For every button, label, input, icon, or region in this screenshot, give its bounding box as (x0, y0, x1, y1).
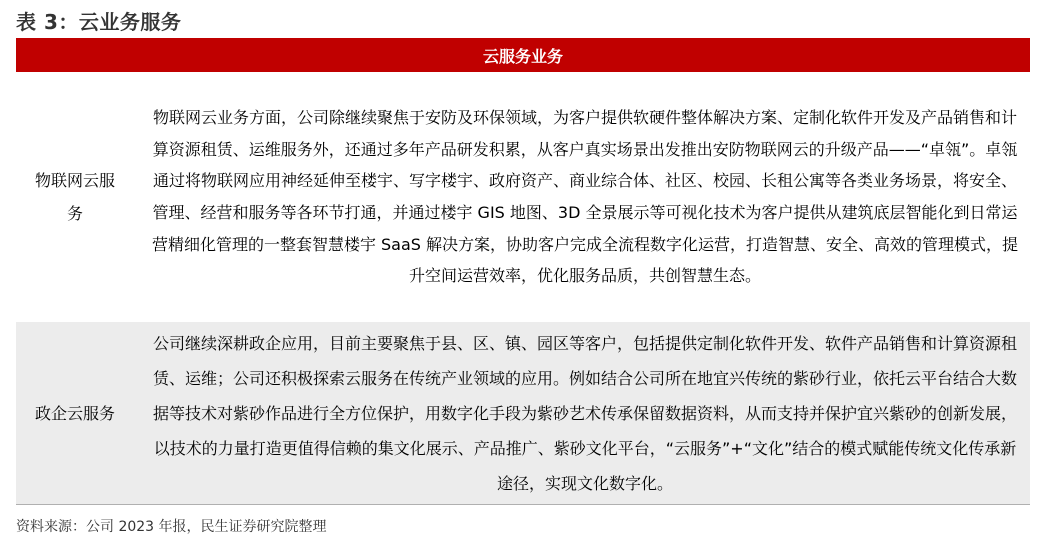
row-content-text: 公司继续深耕政企应用，目前主要聚焦于县、区、镇、园区等客户，包括提供定制化软件开发、软件产品销售和计算资源租赁、运维；公司还积极探索云服务在传统产业领域的应用。例如结合公司所在地宜兴传统的紫砂行业，依托云平台结合大数据等技术对紫砂作品进行全方位保护，用数字化手段为紫砂艺术传承保留数据资料，从而支持并保护宜兴紫砂的创新发展，以技术的力量打造更值得信赖的集文化展示、产品推广、紫砂文化平台，“云服务”+“文化”结合的模式赋能传统文化传承新途径，实现文化数字化。 (152, 333, 1017, 493)
row-label-gov-enterprise-cloud (16, 322, 134, 504)
row-label-iot-cloud (16, 72, 134, 322)
row-content-text: 物联网云业务方面，公司除继续聚焦于安防及环保领域，为客户提供软硬件整体解决方案、定制化软件开发及产品销售和计算资源租赁、运维服务外，还通过多年产品研发积累，从客户真实场景出发推出安防物联网云的升级产品——“卓瓴”。卓瓴通过将物联网应用神经延伸至楼宇、写字楼宇、政府资产、商业综合体、社区、校园、长租公寓等各类业务场景，将安全、管理、经营和服务等各环节打通，并通过楼宇 GIS 地图、3D 全景展示等可视化技术为客户提供从建筑底层智能化到日常运营精细化管理的一整套智慧楼宇 SaaS 解决方案，协助客户完成全流程数字化运营，打造智慧、安全、高效的管理模式，提升空间运营效率，优化服务品质，共创智慧生态。 (151, 108, 1019, 286)
table-row (16, 322, 1030, 504)
table-caption: 表 3：云业务服务 (16, 10, 182, 34)
row-label-text: 物联网云服务 (35, 171, 116, 223)
cloud-services-table (16, 38, 1030, 505)
row-content-iot-cloud (134, 72, 1030, 322)
row-label-text: 政企云服务 (35, 403, 116, 423)
row-content-gov-enterprise-cloud (134, 322, 1030, 504)
table-header: 云服务业务 (16, 38, 1030, 72)
source-note: 资料来源：公司 2023 年报，民生证券研究院整理 (16, 519, 327, 535)
table-row (16, 72, 1030, 322)
